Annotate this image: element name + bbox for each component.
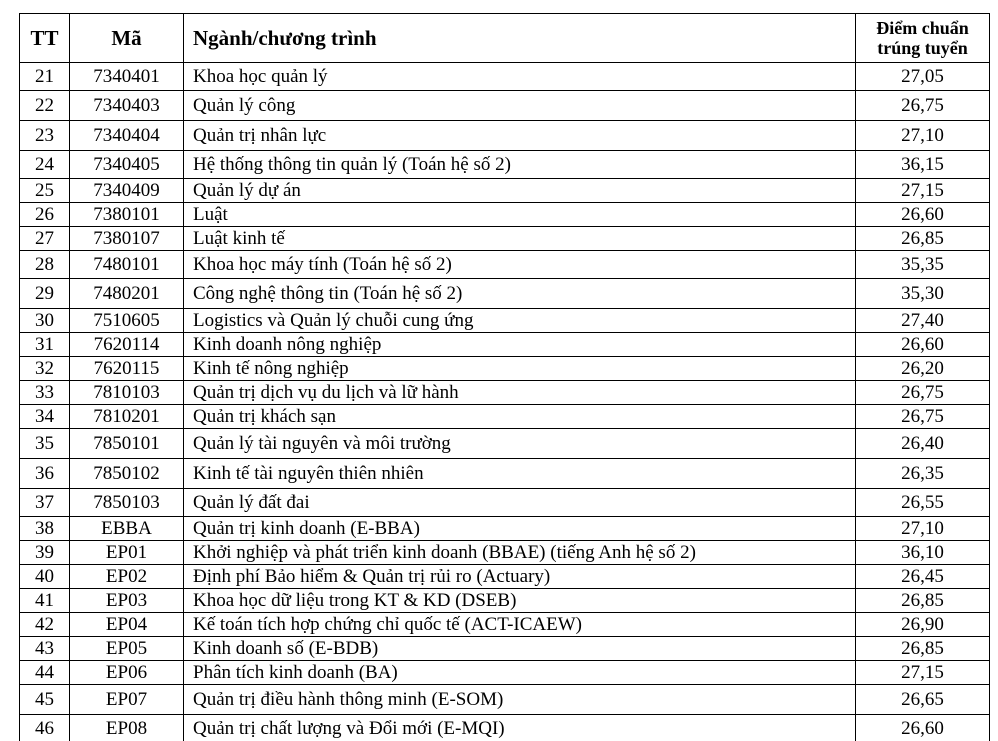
- cell-score: 26,35: [856, 459, 990, 489]
- cell-score: 26,85: [856, 589, 990, 613]
- table-row: [20, 613, 990, 637]
- cell-tt: 37: [20, 489, 70, 517]
- cell-score: 26,20: [856, 357, 990, 381]
- table-row: [20, 489, 990, 517]
- cell-tt: 33: [20, 381, 70, 405]
- cell-ma: EP07: [70, 685, 184, 715]
- cell-tt: 40: [20, 565, 70, 589]
- cell-ma: 7850103: [70, 489, 184, 517]
- cell-score: 27,10: [856, 121, 990, 151]
- table-row: [20, 637, 990, 661]
- cell-tt: 39: [20, 541, 70, 565]
- cell-program: Hệ thống thông tin quản lý (Toán hệ số 2): [184, 151, 856, 179]
- cell-program: Công nghệ thông tin (Toán hệ số 2): [184, 279, 856, 309]
- table-row: [20, 227, 990, 251]
- cell-tt: 46: [20, 715, 70, 741]
- cell-score: 26,75: [856, 405, 990, 429]
- table-row: [20, 459, 990, 489]
- cell-score: 26,55: [856, 489, 990, 517]
- table-row: [20, 179, 990, 203]
- table-row: [20, 63, 990, 91]
- cell-program: Logistics và Quản lý chuỗi cung ứng: [184, 309, 856, 333]
- cell-ma: EP06: [70, 661, 184, 685]
- cell-tt: 28: [20, 251, 70, 279]
- cell-program: Khởi nghiệp và phát triển kinh doanh (BBAE) (tiếng Anh hệ số 2): [184, 541, 856, 565]
- cell-ma: 7380101: [70, 203, 184, 227]
- cell-program: Kinh doanh số (E-BDB): [184, 637, 856, 661]
- cell-ma: 7340404: [70, 121, 184, 151]
- cell-program: Quản lý dự án: [184, 179, 856, 203]
- cell-score: 26,60: [856, 203, 990, 227]
- cell-tt: 45: [20, 685, 70, 715]
- cell-program: Quản lý đất đai: [184, 489, 856, 517]
- cell-ma: 7620115: [70, 357, 184, 381]
- cell-score: 27,15: [856, 179, 990, 203]
- header-score-line2: trúng tuyển: [877, 38, 968, 58]
- cell-score: 26,65: [856, 685, 990, 715]
- cell-tt: 34: [20, 405, 70, 429]
- cell-program: Kế toán tích hợp chứng chỉ quốc tế (ACT-ICAEW): [184, 613, 856, 637]
- cell-ma: 7810103: [70, 381, 184, 405]
- cell-tt: 38: [20, 517, 70, 541]
- cell-score: 27,05: [856, 63, 990, 91]
- cell-ma: 7340409: [70, 179, 184, 203]
- cell-tt: 29: [20, 279, 70, 309]
- cell-tt: 32: [20, 357, 70, 381]
- cell-ma: 7850102: [70, 459, 184, 489]
- cell-score: 26,85: [856, 227, 990, 251]
- cell-score: 36,10: [856, 541, 990, 565]
- cell-program: Kinh tế tài nguyên thiên nhiên: [184, 459, 856, 489]
- cell-score: 35,30: [856, 279, 990, 309]
- table-row: [20, 517, 990, 541]
- cell-ma: EP01: [70, 541, 184, 565]
- cell-score: 26,60: [856, 715, 990, 741]
- cell-ma: EP04: [70, 613, 184, 637]
- table-row: [20, 589, 990, 613]
- cell-score: 26,45: [856, 565, 990, 589]
- cell-ma: 7380107: [70, 227, 184, 251]
- cell-score: 26,85: [856, 637, 990, 661]
- table-row: [20, 429, 990, 459]
- header-ma: Mã: [70, 14, 184, 63]
- cell-ma: EP03: [70, 589, 184, 613]
- cell-tt: 24: [20, 151, 70, 179]
- table-row: [20, 279, 990, 309]
- cell-score: 26,75: [856, 381, 990, 405]
- cell-tt: 23: [20, 121, 70, 151]
- header-row: [20, 14, 990, 63]
- cell-ma: 7620114: [70, 333, 184, 357]
- header-score-line1: Điểm chuẩn: [876, 18, 969, 38]
- cell-program: Phân tích kinh doanh (BA): [184, 661, 856, 685]
- table-row: [20, 405, 990, 429]
- cell-ma: 7850101: [70, 429, 184, 459]
- cell-score: 27,10: [856, 517, 990, 541]
- cell-ma: EP08: [70, 715, 184, 741]
- table-row: [20, 661, 990, 685]
- table-row: [20, 565, 990, 589]
- cell-tt: 31: [20, 333, 70, 357]
- cell-score: 26,60: [856, 333, 990, 357]
- cell-score: 36,15: [856, 151, 990, 179]
- cell-program: Luật: [184, 203, 856, 227]
- cell-ma: 7340401: [70, 63, 184, 91]
- table-row: [20, 251, 990, 279]
- cell-program: Kinh tế nông nghiệp: [184, 357, 856, 381]
- cell-ma: 7340403: [70, 91, 184, 121]
- cell-tt: 43: [20, 637, 70, 661]
- cell-program: Khoa học dữ liệu trong KT & KD (DSEB): [184, 589, 856, 613]
- cell-score: 26,75: [856, 91, 990, 121]
- cell-tt: 26: [20, 203, 70, 227]
- cell-ma: 7480101: [70, 251, 184, 279]
- cell-tt: 44: [20, 661, 70, 685]
- cell-program: Quản lý công: [184, 91, 856, 121]
- cell-score: 27,40: [856, 309, 990, 333]
- cell-ma: 7480201: [70, 279, 184, 309]
- cell-program: Quản trị nhân lực: [184, 121, 856, 151]
- cell-program: Định phí Bảo hiểm & Quản trị rủi ro (Actuary): [184, 565, 856, 589]
- header-program: Ngành/chương trình: [184, 14, 856, 63]
- cell-tt: 35: [20, 429, 70, 459]
- table-row: [20, 91, 990, 121]
- cell-score: 27,15: [856, 661, 990, 685]
- cell-ma: 7810201: [70, 405, 184, 429]
- cell-ma: EBBA: [70, 517, 184, 541]
- cell-score: 35,35: [856, 251, 990, 279]
- cell-program: Quản trị dịch vụ du lịch và lữ hành: [184, 381, 856, 405]
- table-row: [20, 381, 990, 405]
- cell-tt: 41: [20, 589, 70, 613]
- cell-program: Quản trị kinh doanh (E-BBA): [184, 517, 856, 541]
- table-header: [20, 14, 990, 63]
- cell-program: Khoa học quản lý: [184, 63, 856, 91]
- table-row: [20, 541, 990, 565]
- cell-program: Khoa học máy tính (Toán hệ số 2): [184, 251, 856, 279]
- cell-ma: 7510605: [70, 309, 184, 333]
- table-row: [20, 333, 990, 357]
- cell-score: 26,90: [856, 613, 990, 637]
- cell-program: Quản lý tài nguyên và môi trường: [184, 429, 856, 459]
- table-row: [20, 151, 990, 179]
- cell-tt: 36: [20, 459, 70, 489]
- table-row: [20, 357, 990, 381]
- cell-score: 26,40: [856, 429, 990, 459]
- cell-ma: 7340405: [70, 151, 184, 179]
- admission-score-table: [19, 13, 990, 741]
- cell-tt: 25: [20, 179, 70, 203]
- cell-ma: EP02: [70, 565, 184, 589]
- header-tt: TT: [20, 14, 70, 63]
- table-row: [20, 309, 990, 333]
- cell-program: Luật kinh tế: [184, 227, 856, 251]
- table-row: [20, 203, 990, 227]
- cell-tt: 27: [20, 227, 70, 251]
- cell-program: Kinh doanh nông nghiệp: [184, 333, 856, 357]
- cell-tt: 21: [20, 63, 70, 91]
- cell-program: Quản trị điều hành thông minh (E-SOM): [184, 685, 856, 715]
- header-score: [856, 14, 990, 63]
- table-row: [20, 121, 990, 151]
- cell-program: Quản trị chất lượng và Đổi mới (E-MQI): [184, 715, 856, 741]
- table-body: [20, 63, 990, 741]
- cell-ma: EP05: [70, 637, 184, 661]
- cell-tt: 30: [20, 309, 70, 333]
- cell-program: Quản trị khách sạn: [184, 405, 856, 429]
- cell-tt: 42: [20, 613, 70, 637]
- table-row: [20, 715, 990, 741]
- cell-tt: 22: [20, 91, 70, 121]
- table-row: [20, 685, 990, 715]
